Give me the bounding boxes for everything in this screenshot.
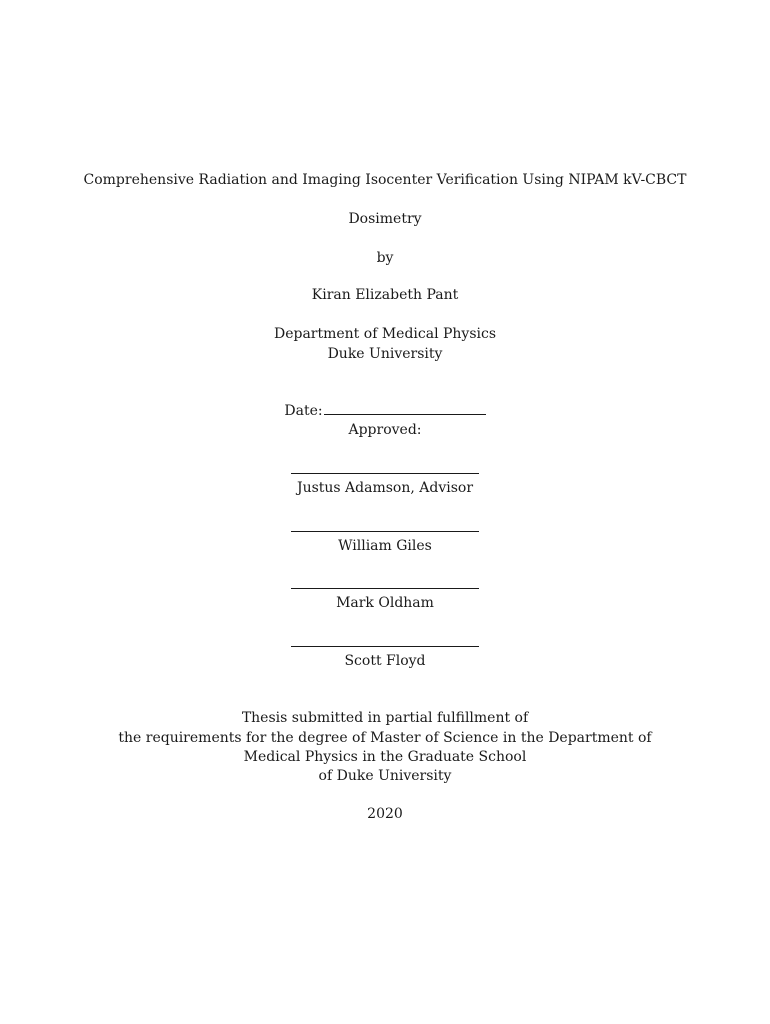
signature-line [0,518,770,532]
by-label: by [376,250,394,266]
date-label: Date: [284,403,323,419]
date-row [0,402,770,420]
signature-line [0,460,770,474]
statement-line-2: the requirements for the degree of Master of Science in the Department of [118,730,652,746]
signature-line [0,633,770,647]
signature-line [0,575,770,589]
date-blank-line [324,402,486,415]
committee-member-name: William Giles [338,538,432,554]
statement-line-4: of Duke University [318,768,452,784]
university-name: Duke University [327,346,443,362]
author-name: Kiran Elizabeth Pant [311,287,459,303]
statement-line-3: Medical Physics in the Graduate School [243,749,527,765]
approved-label: Approved: [348,422,422,438]
committee-member-name: Scott Floyd [344,653,426,669]
statement-line-1: Thesis submitted in partial fulfillment of [241,710,529,726]
thesis-title-line-1: Comprehensive Radiation and Imaging Isocenter Verification Using NIPAM kV-CBCT [83,172,687,188]
committee-member-name: Justus Adamson, Advisor [296,480,474,496]
thesis-title-line-2: Dosimetry [348,211,422,227]
department-name: Department of Medical Physics [273,326,497,342]
committee-member-name: Mark Oldham [336,595,434,611]
year: 2020 [367,806,403,822]
